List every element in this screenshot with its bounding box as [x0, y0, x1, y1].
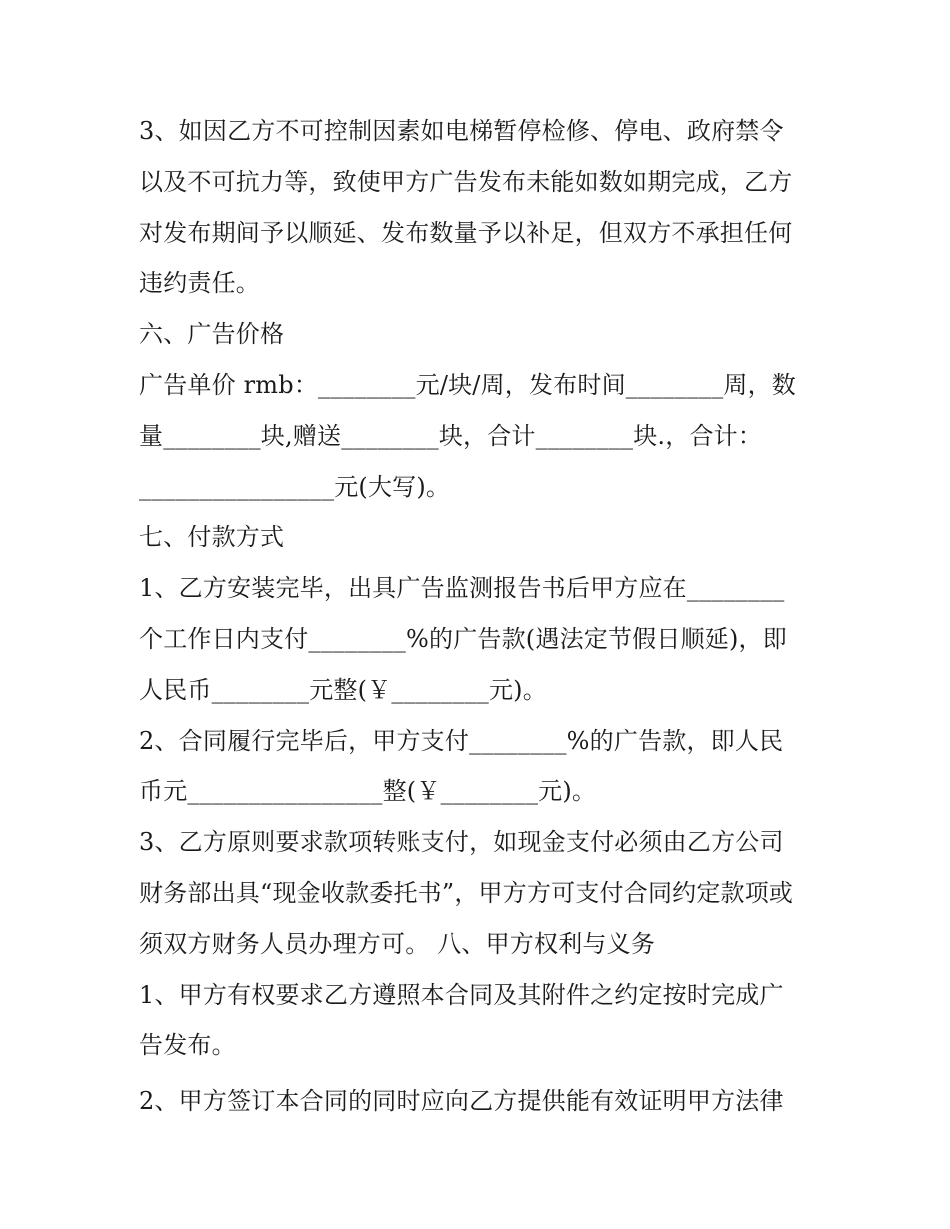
payment-1-line-1: 1、乙方安装完毕，出具广告监测报告书后甲方应在________ — [139, 574, 785, 603]
section-6-heading: 六、广告价格 — [139, 320, 285, 349]
payment-3-line-2: 财务部出具“现金收款委托书”，甲方方可支付合同约定款项或 — [139, 878, 794, 907]
party-a-right-1-line-2: 告发布。 — [139, 1031, 236, 1060]
section-7-heading: 七、付款方式 — [139, 523, 285, 552]
payment-2-line-1: 2、合同履行完毕后，甲方支付________%的广告款，即人民 — [139, 726, 784, 755]
clause-3-line-4: 违约责任。 — [139, 269, 260, 298]
clause-3-line-2: 以及不可抗力等，致使甲方广告发布未能如数如期完成，乙方 — [139, 167, 793, 196]
party-a-right-2-line-1: 2、甲方签订本合同的同时应向乙方提供能有效证明甲方法律 — [139, 1087, 784, 1116]
price-line-1: 广告单价 rmb：________元/块/周，发布时间________周，数 — [139, 370, 796, 399]
price-line-3: ________________元(大写)。 — [139, 472, 451, 501]
party-a-right-1-line-1: 1、甲方有权要求乙方遵照本合同及其附件之约定按时完成广 — [139, 980, 784, 1009]
price-line-2: 量________块,赠送________块，合计________块.，合计： — [139, 421, 763, 450]
payment-3-line-3: 须双方财务人员办理方可。 八、甲方权利与义务 — [139, 929, 656, 958]
document-body — [139, 106, 819, 1127]
payment-2-line-2: 币元________________整(￥________元)。 — [139, 777, 597, 806]
clause-3-line-1: 3、如因乙方不可控制因素如电梯暂停检修、停电、政府禁令 — [139, 117, 784, 145]
payment-1-line-2: 个工作日内支付________%的广告款(遇法定节假日顺延)，即 — [139, 624, 787, 653]
payment-3-line-1: 3、乙方原则要求款项转账支付，如现金支付必须由乙方公司 — [139, 828, 784, 857]
payment-1-line-3: 人民币________元整(￥________元)。 — [139, 675, 547, 704]
clause-3-line-3: 对发布期间予以顺延、发布数量予以补足，但双方不承担任何 — [139, 218, 793, 247]
